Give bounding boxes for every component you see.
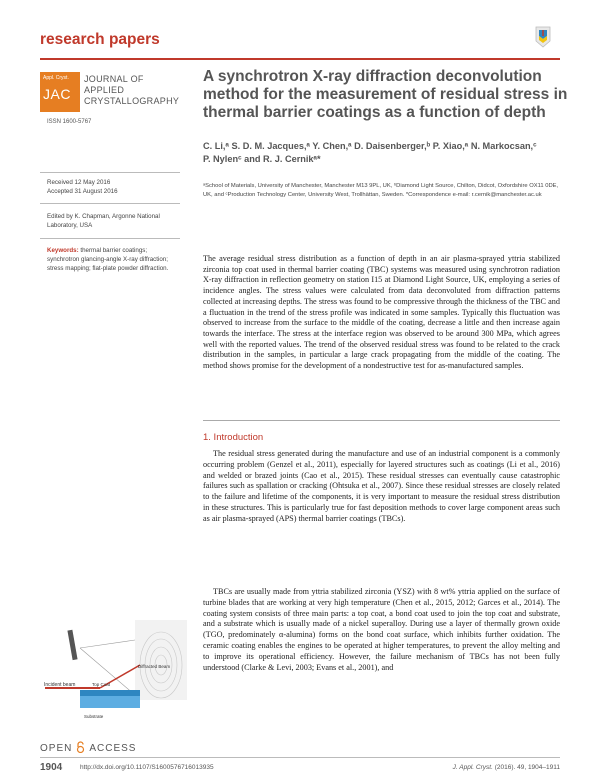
graphical-abstract-figure xyxy=(40,610,190,735)
open-access-badge[interactable] xyxy=(40,741,136,754)
citation xyxy=(453,764,560,771)
journal-name-line: JOURNAL OF xyxy=(84,74,144,84)
section-divider xyxy=(203,420,560,421)
affiliations: ᵃSchool of Materials, University of Manchester, Manchester M13 9PL, UK, ᵇDiamond Light Source, Chilton, Didcot, Oxfordshire OX11 0DE, UK, and ᶜProduction Technology Center, University West, Trollhättan, Sweden. *Correspondence e-mail: r.cernik@manchester.ac.uk xyxy=(203,183,559,198)
crossmark-icon[interactable] xyxy=(534,26,552,48)
received-date: Received 12 May 2016 xyxy=(47,179,111,186)
journal-name-line: CRYSTALLOGRAPHY xyxy=(84,96,180,106)
journal-logo xyxy=(40,72,80,112)
intro-paragraph-1: The residual stress generated during the manufacture and use of an industrial component is a commonly occurring problem (Genzel et al., 2011), especially for layered structures such as coatings (Li et al., 2016) and welded or brazed joints (Cao et al., 2015). These residual stresses can eventually cause catastrophic failures such as spallation or cracking (Ohtsuka et al., 2007). Since these residual stresses are closely related to the failure and lifetime of the components, it is very important to measure the residual stress distribution in these structures. This is particularly true for fast deposition methods to cover large component areas such as air plasma-sprayed (APS) thermal barrier coatings (TBCs). xyxy=(203,449,560,523)
accepted-date: Accepted 31 August 2016 xyxy=(47,188,118,195)
authors-line: P. Nylenᶜ and R. J. Cernikᵃ* xyxy=(203,154,321,164)
header-rule xyxy=(40,58,560,60)
substrate-layer xyxy=(80,696,140,708)
keywords xyxy=(47,246,179,273)
sidebar-rule xyxy=(40,238,180,239)
intro-paragraph-2: TBCs are usually made from yttria stabilized zirconia (YSZ) with 8 wt% yttria applied on the surface of turbine blades that are working at very high temperature (Chen et al., 2015, 2012; Garces et al., 2014). The coating system consists of three main parts: a top coat, a bond coat used to join the top coat and substrate, and a substrate which is usually made of a nickel superalloy. During use a layer of thermally grown oxide (TGO, predominately α-alumina) forms on the bond coat surface, which inhibits further oxidation. The ceramic coating enables the engines to be operated at higher temperatures, to prevent the alloy melting and to improve its operational efficiency. However, the failure mechanism of TBCs has not been fully understood (Clarke & Levi, 2003; Evans et al., 2001), and xyxy=(203,587,560,672)
citation-details: (2016). 49, 1904–1911 xyxy=(494,764,560,771)
page-number: 1904 xyxy=(40,762,63,773)
issn: ISSN 1600-5767 xyxy=(47,119,92,125)
doi-link[interactable]: http://dx.doi.org/10.1107/S1600576716013935 xyxy=(80,764,214,771)
top-coat-label: Top Coat xyxy=(92,682,111,687)
open-lock-icon xyxy=(76,741,85,753)
substrate-label: Substrate xyxy=(84,714,104,719)
journal-name-line: APPLIED xyxy=(84,85,125,95)
journal-logo-small: Appl. Cryst. xyxy=(43,75,69,81)
open-access-right: ACCESS xyxy=(89,743,137,754)
sidebar-rule xyxy=(40,172,180,173)
section-heading: 1. Introduction xyxy=(203,432,264,443)
keywords-list: thermal barrier coatings; synchrotron glancing-angle X-ray diffraction; stress mapping; flat-plate powder diffraction. xyxy=(47,247,169,272)
journal-name xyxy=(84,74,179,107)
article-title: A synchrotron X-ray diffraction deconvolution method for the measurement of residual stress in thermal barrier coatings as a function of depth xyxy=(203,68,568,121)
journal-logo-big: JAC xyxy=(43,86,71,102)
diffracted-beam-label: Diffracted Beam xyxy=(138,664,171,669)
open-access-left: OPEN xyxy=(40,743,73,754)
keywords-label: Keywords: xyxy=(47,247,79,254)
detector-plate xyxy=(67,630,77,660)
edited-by: Edited by K. Chapman, Argonne National Laboratory, USA xyxy=(47,213,160,229)
top-coat-layer xyxy=(80,690,140,696)
journal-abbrev: J. Appl. Cryst. xyxy=(452,764,493,771)
authors-line: C. Li,ᵃ S. D. M. Jacques,ᵃ Y. Chen,ᵃ D. Daisenberger,ᵇ P. Xiao,ᵃ N. Markocsan,ᶜ xyxy=(203,141,537,151)
footer-rule xyxy=(40,757,560,758)
sidebar-rule xyxy=(40,203,180,204)
incident-beam-label: Incident beam xyxy=(44,682,76,688)
abstract: The average residual stress distribution as a function of depth in an air plasma-sprayed yttria stabilized zirconia top coat used in thermal barrier coating (TBC) systems was measured using synchrotron radiation X-ray diffraction in reflection geometry on station I15 at Diamond Light Source, UK, employing a series of incidence angles. The stress values were calculated from data deconvoluted from diffraction patterns collected at increasing depths. The stress was found to be compressive through the thickness of the TBC and a fluctuation in the trend of the stress profile was indicated in some samples. Typically this fluctuation was observed to increase from the surface to the middle of the coating, decrease a little and then increase again towards the interface. The stress at the interface region was observed to be around 300 MPa, which agrees well with the reported values. The trend of the observed residual stress was found to be related to the crack distribution in the samples, in particular a large crack propagating from the middle of the coating. The method shows promise for the development of a nondestructive test for as-manufactured samples. xyxy=(203,254,560,371)
section-header: research papers xyxy=(40,31,160,48)
authors xyxy=(203,140,573,166)
